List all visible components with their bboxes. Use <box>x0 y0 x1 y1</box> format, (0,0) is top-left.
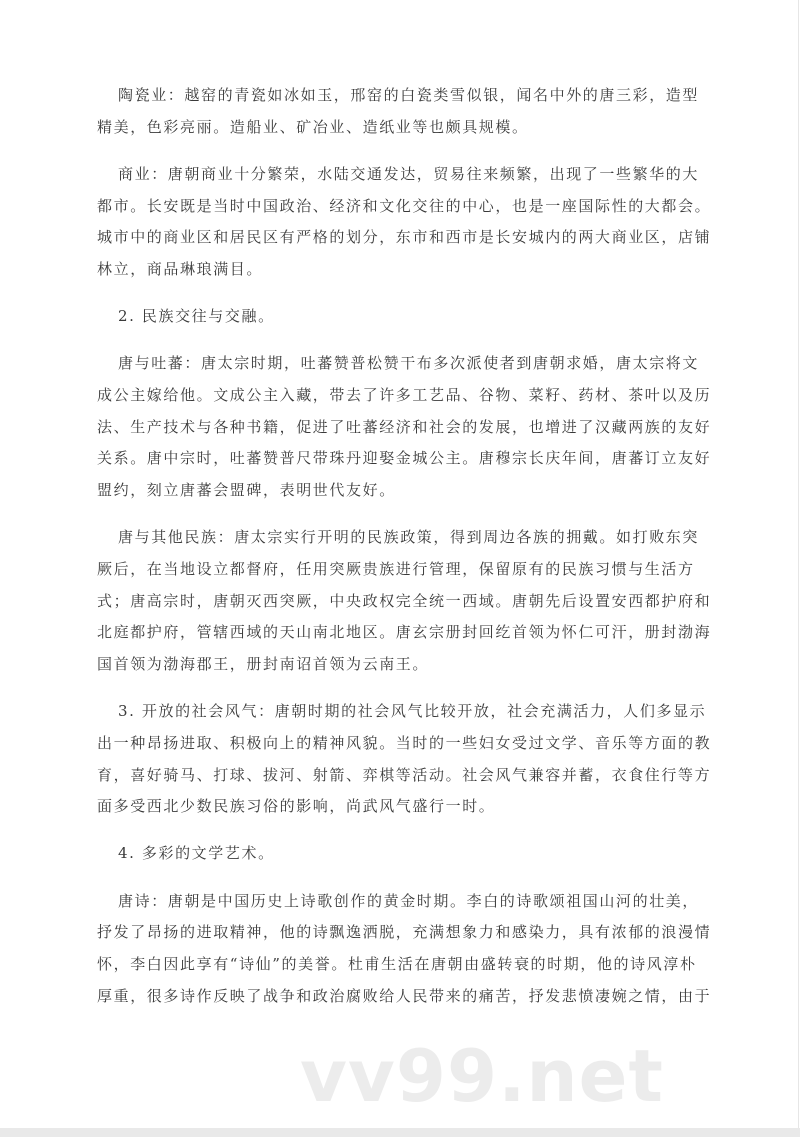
paragraph <box>97 886 737 1013</box>
paragraph <box>97 80 737 143</box>
page-bottom-edge <box>0 1128 800 1137</box>
text-line: 唐与吐蕃：唐太宗时期，吐蕃赞普松赞干布多次派使者到唐朝求婚，唐太宗将文 <box>118 354 700 373</box>
paragraph <box>97 348 737 506</box>
text-line: 北庭都护府，管辖西域的天山南北地区。唐玄宗册封回纥首领为怀仁可汗，册封渤海 <box>97 623 712 642</box>
text-line: 陶瓷业：越窑的青瓷如冰如玉，邢窑的白瓷类雪似银，闻名中外的唐三彩，造型 <box>118 86 700 104</box>
text-line: 出一种昂扬进取、积极向上的精神风貌。当时的一些妇女受过文学、音乐等方面的教 <box>97 733 712 752</box>
watermark: vv99.net <box>300 1034 664 1118</box>
text-line: 国首领为渤海郡王，册封南诏首领为云南王。 <box>97 655 430 673</box>
text-line: 2. 民族交往与交融。 <box>118 307 275 326</box>
text-line: 城市中的商业区和居民区有严格的划分，东市和西市是长安城内的两大商业区，店铺 <box>97 228 712 247</box>
paragraph <box>97 159 737 286</box>
text-line: 3. 开放的社会风气：唐朝时期的社会风气比较开放，社会充满活力，人们多显示 <box>118 702 707 721</box>
text-line: 4. 多彩的文学艺术。 <box>118 844 275 863</box>
text-line: 面多受西北少数民族习俗的影响，尚武风气盛行一时。 <box>97 797 496 816</box>
text-line: 厥后，在当地设立都督府，任用突厥贵族进行管理，保留原有的民族习惯与生活方 <box>97 559 695 578</box>
text-line: 法、生产技术与各种书籍，促进了吐蕃经济和社会的发展，也增进了汉藏两族的友好 <box>97 417 712 436</box>
text-line: 唐与其他民族：唐太宗实行开明的民族政策，得到周边各族的拥戴。如打败东突 <box>118 528 700 547</box>
paragraph <box>97 838 737 870</box>
text-line: 盟约，刻立唐蕃会盟碑，表明世代友好。 <box>97 481 396 500</box>
text-line: 成公主嫁给他。文成公主入藏，带去了许多工艺品、谷物、菜籽、药材、茶叶以及历 <box>97 386 712 404</box>
text-line: 精美，色彩亮丽。造船业、矿冶业、造纸业等也颇具规模。 <box>97 117 529 136</box>
text-line: 厚重，很多诗作反映了战争和政治腐败给人民带来的痛苦，抒发悲愤凄婉之情，由于 <box>97 986 712 1005</box>
paragraph <box>97 696 737 823</box>
text-line: 怀，李白因此享有“诗仙”的美誉。杜甫生活在唐朝由盛转衰的时期，他的诗风淳朴 <box>97 955 697 973</box>
text-line: 抒发了昂扬的进取精神，他的诗飘逸洒脱，充满想象力和感染力，具有浓郁的浪漫情 <box>97 923 712 942</box>
text-line: 林立，商品琳琅满目。 <box>97 259 264 278</box>
paragraph <box>97 301 737 333</box>
document-body <box>97 80 737 1028</box>
text-line: 育，喜好骑马、打球、拔河、射箭、弈棋等活动。社会风气兼容并蓄，衣食住行等方 <box>97 765 712 784</box>
text-line: 唐诗：唐朝是中国历史上诗歌创作的黄金时期。李白的诗歌颂祖国山河的壮美， <box>118 891 700 910</box>
paragraph <box>97 522 737 680</box>
text-line: 式；唐高宗时，唐朝灭西突厥，中央政权完全统一西域。唐朝先后设置安西都护府和 <box>97 591 712 610</box>
text-line: 都市。长安既是当时中国政治、经济和文化交往的中心，也是一座国际性的大都会。 <box>97 196 712 215</box>
text-line: 商业：唐朝商业十分繁荣，水陆交通发达，贸易往来频繁，出现了一些繁华的大 <box>118 164 700 183</box>
text-line: 关系。唐中宗时，吐蕃赞普尺带珠丹迎娶金城公主。唐穆宗长庆年间，唐蕃订立友好 <box>97 449 712 468</box>
